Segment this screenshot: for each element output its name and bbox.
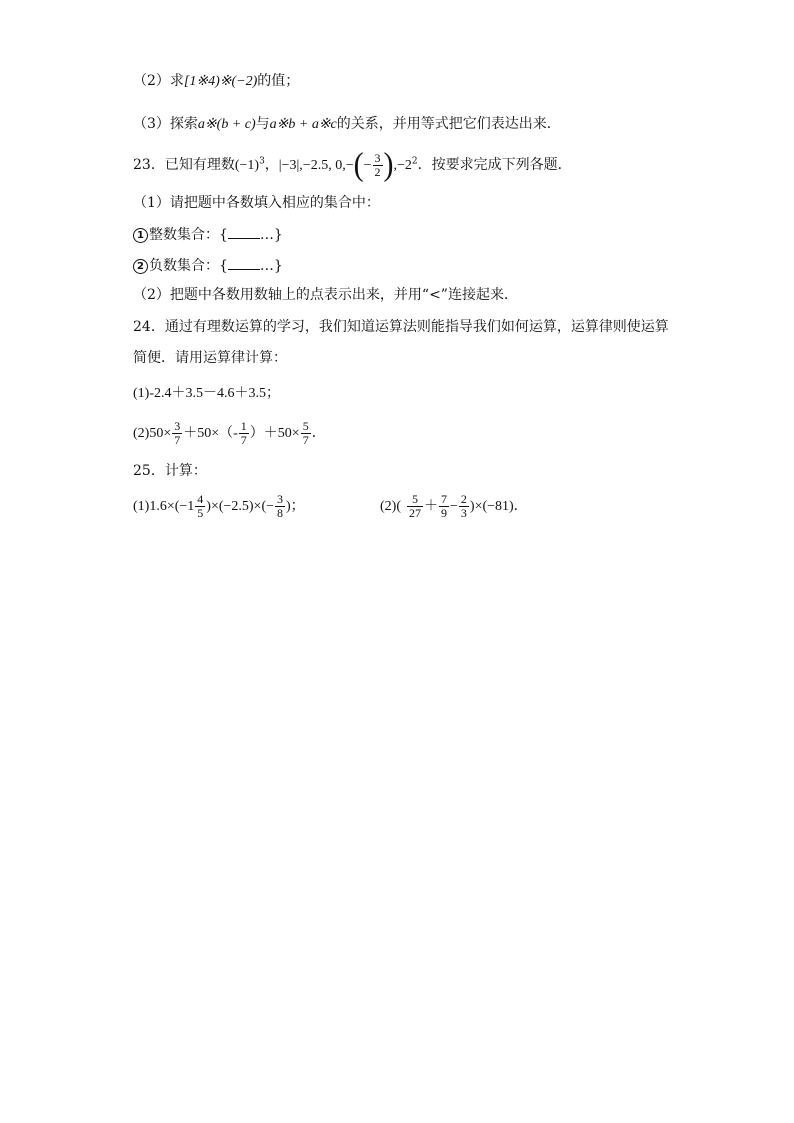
negative-set-end: …} bbox=[259, 258, 283, 274]
q25-mixed-num: 4 bbox=[197, 492, 204, 507]
q25-h3-den: 3 bbox=[460, 506, 467, 521]
q24-line1: 24．通过有理数运算的学习，我们知道运算法则能指导我们如何运算，运算律则使运算 bbox=[133, 319, 669, 335]
q24-frac3-den: 7 bbox=[302, 433, 309, 448]
q24-frac2 bbox=[239, 420, 249, 447]
q22-part2 bbox=[133, 72, 299, 91]
q23-integer-set bbox=[133, 225, 283, 244]
q24-line2: 简便．请用运算律计算： bbox=[133, 350, 287, 366]
q24-frac1-num: 3 bbox=[174, 419, 181, 434]
q24-frac1 bbox=[172, 420, 182, 447]
q24-p2-b: ＋50×（- bbox=[183, 426, 238, 441]
q25-title: 25．计算： bbox=[133, 463, 207, 479]
q25-p1-a: (1)1.6×(−1 bbox=[133, 499, 195, 514]
q23-frac-num: 3 bbox=[374, 150, 381, 165]
q25-g-den: 8 bbox=[277, 506, 284, 521]
q25-h3-num: 2 bbox=[460, 492, 467, 507]
q22-part3 bbox=[133, 115, 561, 134]
q25-p2-b: ＋ bbox=[424, 499, 438, 514]
q23-frac-den: 2 bbox=[374, 164, 381, 179]
q24-frac3 bbox=[301, 420, 311, 447]
q23-part1: （1）请把题中各数填入相应的集合中： bbox=[133, 195, 380, 211]
q24-frac2-num: 1 bbox=[240, 419, 247, 434]
q23-num-b: ，|−3|,−2.5, 0,− bbox=[264, 158, 354, 173]
q25-frac-h2 bbox=[439, 493, 449, 520]
q25-h1-den: 27 bbox=[409, 506, 421, 521]
q22-part3-label: （3）探索 bbox=[133, 116, 198, 132]
q25-h1-num: 5 bbox=[407, 493, 423, 507]
integer-set-label: 整数集合：{ bbox=[149, 227, 228, 243]
q22-part2-expr: [1※4)※(−2) bbox=[183, 74, 258, 89]
q25-p2-a: (2)( bbox=[380, 499, 401, 514]
q25-g-num: 3 bbox=[277, 492, 284, 507]
q24-frac1-den: 7 bbox=[174, 433, 181, 448]
q22-part2-tail: 的值； bbox=[257, 73, 300, 89]
q23-minus: − bbox=[363, 158, 372, 173]
q24-frac2-den: 7 bbox=[240, 433, 247, 448]
q25-h2-num: 7 bbox=[441, 492, 447, 507]
q24-p2-d: ． bbox=[311, 426, 326, 441]
q23-stem bbox=[133, 146, 572, 183]
negative-set-blank[interactable] bbox=[228, 256, 260, 270]
q25-p1-b: )×(−2.5)×(− bbox=[206, 499, 275, 514]
q23-negative-set bbox=[133, 256, 283, 275]
q23-tail: ．按要求完成下列各题． bbox=[417, 157, 572, 173]
q24-part2 bbox=[133, 417, 326, 451]
q23-num-c: ,−2 bbox=[393, 158, 412, 173]
q25-mixed-frac bbox=[195, 493, 205, 520]
q25-p2-d: )×(−81)． bbox=[469, 499, 528, 514]
q23-exp2: 2 bbox=[411, 156, 418, 167]
circled-1-icon: 1 bbox=[133, 228, 148, 243]
q23-num-a: (−1) bbox=[234, 158, 260, 173]
q24-p2-c: ）＋50× bbox=[249, 426, 300, 441]
q22-part3-mid: 与 bbox=[255, 116, 270, 132]
q24-part1: (1)-2.4＋3.5－4.6＋3.5； bbox=[133, 386, 280, 401]
q22-part2-label: （2）求 bbox=[133, 73, 184, 89]
q22-part3-expr1: a※(b + c) bbox=[197, 117, 256, 132]
q25-part2 bbox=[380, 490, 528, 524]
q23-part2: （2）把题中各数用数轴上的点表示出来，并用“<”连接起来． bbox=[133, 287, 518, 303]
q24-p2-a: (2)50× bbox=[133, 426, 172, 441]
integer-set-end: …} bbox=[259, 227, 283, 243]
q25-frac-h1 bbox=[407, 493, 423, 520]
q24-frac3-num: 5 bbox=[302, 419, 309, 434]
q23-fraction bbox=[373, 152, 383, 179]
left-paren: ( bbox=[353, 146, 364, 183]
q25-frac-g bbox=[275, 493, 285, 520]
integer-set-blank[interactable] bbox=[228, 225, 260, 239]
q25-frac-h3 bbox=[459, 493, 469, 520]
right-paren: ) bbox=[383, 146, 394, 183]
q25-h2-den: 9 bbox=[441, 506, 447, 521]
circled-2-icon: 2 bbox=[133, 259, 148, 274]
q25-p1-c: )； bbox=[286, 499, 305, 514]
negative-set-label: 负数集合：{ bbox=[149, 258, 228, 274]
q25-part1 bbox=[133, 490, 305, 524]
q25-p2-c: − bbox=[450, 499, 458, 514]
q23-number: 23．已知有理数 bbox=[133, 157, 235, 173]
q22-part3-expr2: a※b + a※c bbox=[269, 117, 337, 132]
q22-part3-tail: 的关系，并用等式把它们表达出来． bbox=[336, 116, 561, 132]
q23-exp3: 3 bbox=[259, 156, 265, 167]
q25-mixed-den: 5 bbox=[197, 506, 204, 521]
